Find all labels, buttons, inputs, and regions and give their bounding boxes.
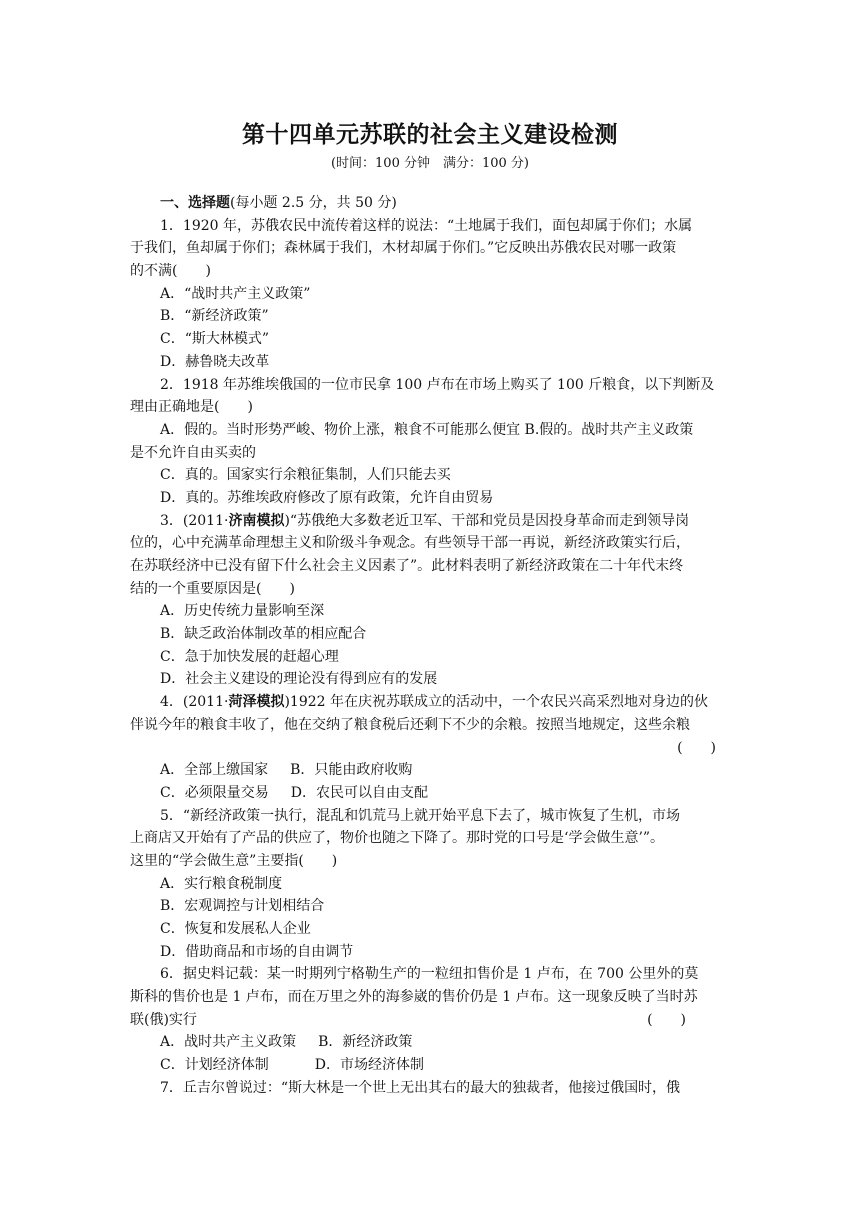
section-note: (每小题 2.5 分，共 50 分) [230,195,397,211]
q4-source: 菏泽模拟 [228,694,285,711]
q5-option-b: B．宏观调控与计划相结合 [160,898,325,915]
q4-option-a: A．全部上缴国家 [160,762,269,779]
q6-option-a: A．战时共产主义政策 [160,1034,297,1051]
question-3-text-cont2: 在苏联经济中已没有留下什么社会主义因素了”。此材料表明了新经济政策在二十年代末终 [130,558,684,574]
q4-options-cd [130,782,730,805]
q4-option-b: B．只能由政府收购 [290,762,413,779]
question-7-text: 7．丘吉尔曾说过：“斯大林是一个世上无出其右的最大的独裁者，他接过俄国时，俄 [160,1079,681,1096]
q3-option-c: C．急于加快发展的赶超心理 [160,648,339,665]
q3-option-b: B．缺乏政治体制改革的相应配合 [160,626,367,643]
q2-option-d: D．真的。苏维埃政府修改了原有政策，允许自由贸易 [160,489,494,506]
q5-option-a: A．实行粮食税制度 [160,875,283,892]
q3-option-a: A．历史传统力量影响至深 [160,603,325,620]
q3-option-d: D．社会主义建设的理论没有得到应有的发展 [160,671,438,688]
q4-answer-paren: ( ) [677,739,716,756]
q6-text-end: 联(俄)实行 [130,1011,197,1028]
q6-options-ab [130,1031,730,1054]
section-heading [130,192,730,215]
question-1-text-end: 的不满( ) [130,263,211,280]
q4-options-ab [130,759,730,782]
q6-option-d: D．市场经济体制 [314,1057,424,1074]
question-4-text-cont: 伴说今年的粮食丰收了，他在交纳了粮食税后还剩下不少的余粮。按照当地规定，这些余粮 [130,716,690,733]
q2-option-a-b: A．假的。当时形势严峻、物价上涨，粮食不可能那么便宜 B.假的。战时共产主义政策 [160,421,694,438]
question-1-text: 1．1920 年，苏俄农民中流传着这样的说法：“土地属于我们，面包却属于你们；水属 [160,217,693,234]
q1-option-a: A．“战时共产主义政策” [160,285,311,302]
q4-text: )1922 年在庆祝苏联成立的活动中，一个农民兴高采烈地对身边的伙 [284,694,708,711]
exam-info: (时间：100 分钟 满分：100 分) [330,156,530,171]
q6-option-b: B．新经济政策 [318,1034,413,1051]
section-title: 一、选择题 [160,195,230,211]
question-5-text: 5．“新经济政策一执行，混乱和饥荒马上就开始平息下去了，城市恢复了生机，市场 [160,807,681,824]
question-body [130,192,730,1100]
q4-option-d: D．农民可以自由支配 [290,784,428,801]
q2-option-b-cont: 是不允许自由买卖的 [130,444,256,461]
question-5-text-cont: 上商店又开始有了产品的供应了，物价也随之下降了。那时党的口号是‘学会做生意’”。 [130,830,665,847]
q6-options-cd [130,1054,730,1077]
page-title: 第十四单元苏联的社会主义建设检测 [242,122,618,148]
q2-option-c: C．真的。国家实行余粮征集制，人们只能去买 [160,467,451,484]
question-1-text-cont: 于我们，鱼却属于你们；森林属于我们，木材却属于你们。”它反映出苏俄农民对哪一政策 [130,240,677,257]
q6-answer-paren: ( ) [647,1011,686,1028]
q5-option-c: C．恢复和发展私人企业 [160,921,311,937]
q3-text: )“苏俄绝大多数老近卫军、干部和党员是因投身革命而走到领导岗 [284,512,690,529]
q1-option-d: D．赫鲁晓夫改革 [160,353,270,370]
question-6-text-end [130,1009,730,1032]
question-2-text: 2．1918 年苏维埃俄国的一位市民拿 100 卢布在市场上购买了 100 斤粮食，以下判断及 [160,376,715,393]
q3-number: 3．(2011· [160,512,229,529]
q4-option-c: C．必须限量交易 [160,784,269,801]
question-3-text-end: 结的一个重要原因是( ) [130,580,295,597]
question-6-text: 6．据史料记载：某一时期列宁格勒生产的一粒纽扣售价是 1 卢布，在 700 公里外的莫 [160,966,699,983]
q6-option-c: C．计划经济体制 [160,1057,269,1074]
question-4-text [130,691,730,714]
q1-option-c: C．“斯大林模式” [160,331,270,348]
q3-source: 济南模拟 [228,512,285,529]
question-3-text-cont: 位的，心中充满革命理想主义和阶级斗争观念。有些领导干部一再说，新经济政策实行后， [130,535,690,552]
q5-option-d: D．借助商品和市场的自由调节 [160,943,354,960]
question-3-text [130,510,730,533]
question-5-text-end: 这里的“学会做生意”主要指( ) [130,852,338,869]
q1-option-b: B．“新经济政策” [160,308,269,325]
question-6-text-cont: 斯科的售价也是 1 卢布，而在万里之外的海参崴的售价仍是 1 卢布。这一现象反映了当时苏 [130,989,698,1006]
question-2-text-end: 理由正确地是( ) [130,399,253,416]
q4-number: 4．(2011· [160,694,229,711]
